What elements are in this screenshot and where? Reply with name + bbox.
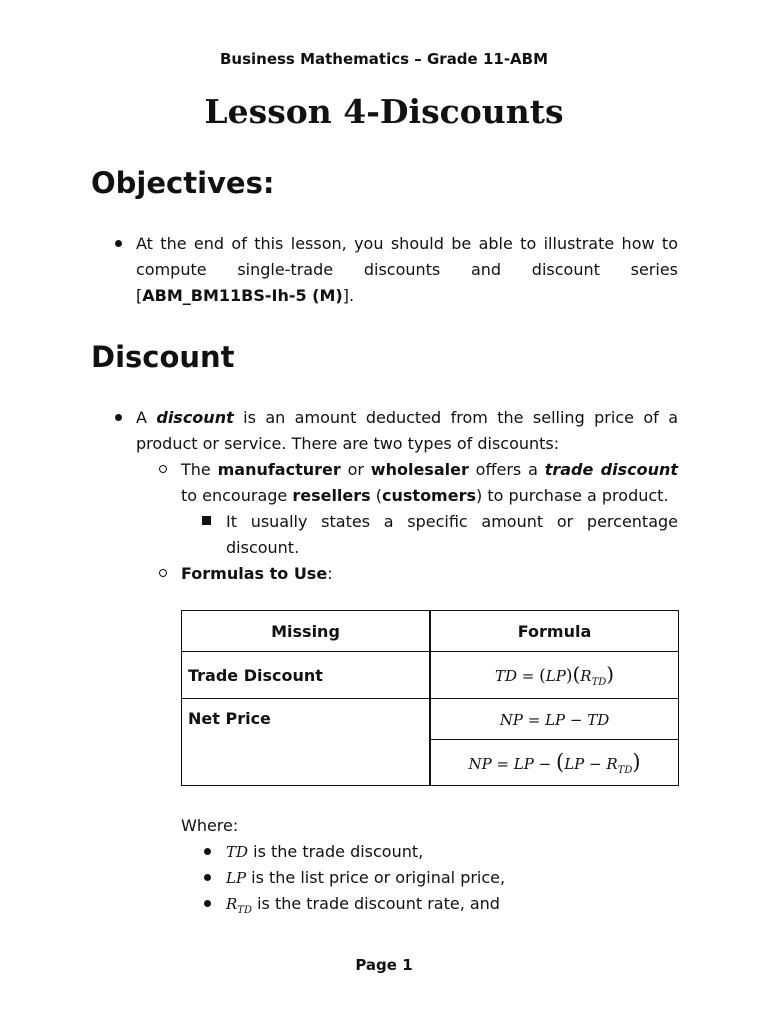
lesson-title: Lesson 4-Discounts: [204, 92, 564, 131]
formula-table: [181, 610, 679, 786]
formulas-label: [181, 561, 333, 587]
term-manufacturer: manufacturer: [217, 460, 341, 479]
row-label-net-price: Net Price: [182, 699, 431, 786]
table-header-row: [182, 611, 679, 652]
text-fragment: (: [370, 486, 383, 505]
text-fragment: ) to purchase a product.: [476, 486, 669, 505]
discount-term: discount: [156, 408, 234, 427]
where-bullet-icon: [204, 900, 211, 907]
header-formula: Formula: [430, 611, 679, 652]
discount-heading: Discount: [91, 340, 235, 374]
discount-intro-b: is an amount deducted from the selling price of a product or service. There are two types of discounts:: [136, 408, 678, 453]
text-fragment: The: [181, 460, 218, 479]
objectives-heading: Objectives:: [91, 166, 275, 200]
sub-bullet-circle-icon: [159, 569, 167, 577]
symbol-r-subscript: TD: [237, 905, 252, 916]
formula-trade-discount: TD = $(LP)(R_{TD})$: [430, 652, 679, 699]
page-number: Page 1: [355, 956, 413, 974]
row-label-trade-discount: Trade Discount: [182, 652, 431, 699]
where-item-td: [226, 839, 423, 865]
trade-discount-text: [181, 457, 678, 509]
header-missing: Missing: [182, 611, 431, 652]
text-fragment: or: [340, 460, 371, 479]
where-item-text: is the trade discount,: [248, 842, 424, 861]
sub-bullet-circle-icon: [159, 465, 167, 473]
where-bullet-icon: [204, 874, 211, 881]
term-wholesaler: wholesaler: [370, 460, 469, 479]
where-item-rtd: [226, 891, 500, 924]
document-header: Business Mathematics – Grade 11-ABM: [219, 50, 549, 68]
where-item-text: is the trade discount rate, and: [251, 894, 500, 913]
objectives-sentence: At the end of this lesson, you should be able to illustrate how to compute single-trade discounts and discount series [: [136, 234, 678, 305]
discount-definition: [136, 405, 678, 457]
objectives-text: [136, 231, 678, 309]
text-fragment: :: [327, 564, 333, 583]
term-trade-discount: trade discount: [544, 460, 679, 479]
formula-net-price-1: NP = LP − TD: [430, 699, 679, 740]
symbol-lp: LP: [226, 869, 247, 887]
competency-code: ABM_BM11BS-Ih-5 (M): [142, 286, 343, 305]
table-row: [182, 652, 679, 699]
table-row: [182, 699, 679, 740]
trade-discount-detail: It usually states a specific amount or percentage discount.: [226, 512, 678, 557]
where-item-text: is the list price or original price,: [246, 868, 506, 887]
objectives-bullet-icon: [115, 240, 122, 247]
text-fragment: to encourage: [181, 486, 293, 505]
objectives-close: ].: [342, 286, 355, 305]
discount-bullet-icon: [115, 414, 122, 421]
formula-net-price-2: NP = LP − $(LP - R_{TD})$: [430, 740, 679, 786]
term-customers: customers: [382, 486, 476, 505]
symbol-td: TD: [226, 843, 249, 861]
symbol-r: R: [226, 895, 238, 913]
discount-intro-a: A: [136, 408, 157, 427]
text-fragment: offers a: [468, 460, 545, 479]
sub-bullet-square-icon: [202, 516, 211, 525]
formulas-label-text: Formulas to Use: [181, 564, 328, 583]
where-bullet-icon: [204, 848, 211, 855]
where-label: Where:: [181, 816, 239, 835]
where-item-lp: [226, 865, 505, 891]
term-resellers: resellers: [292, 486, 371, 505]
